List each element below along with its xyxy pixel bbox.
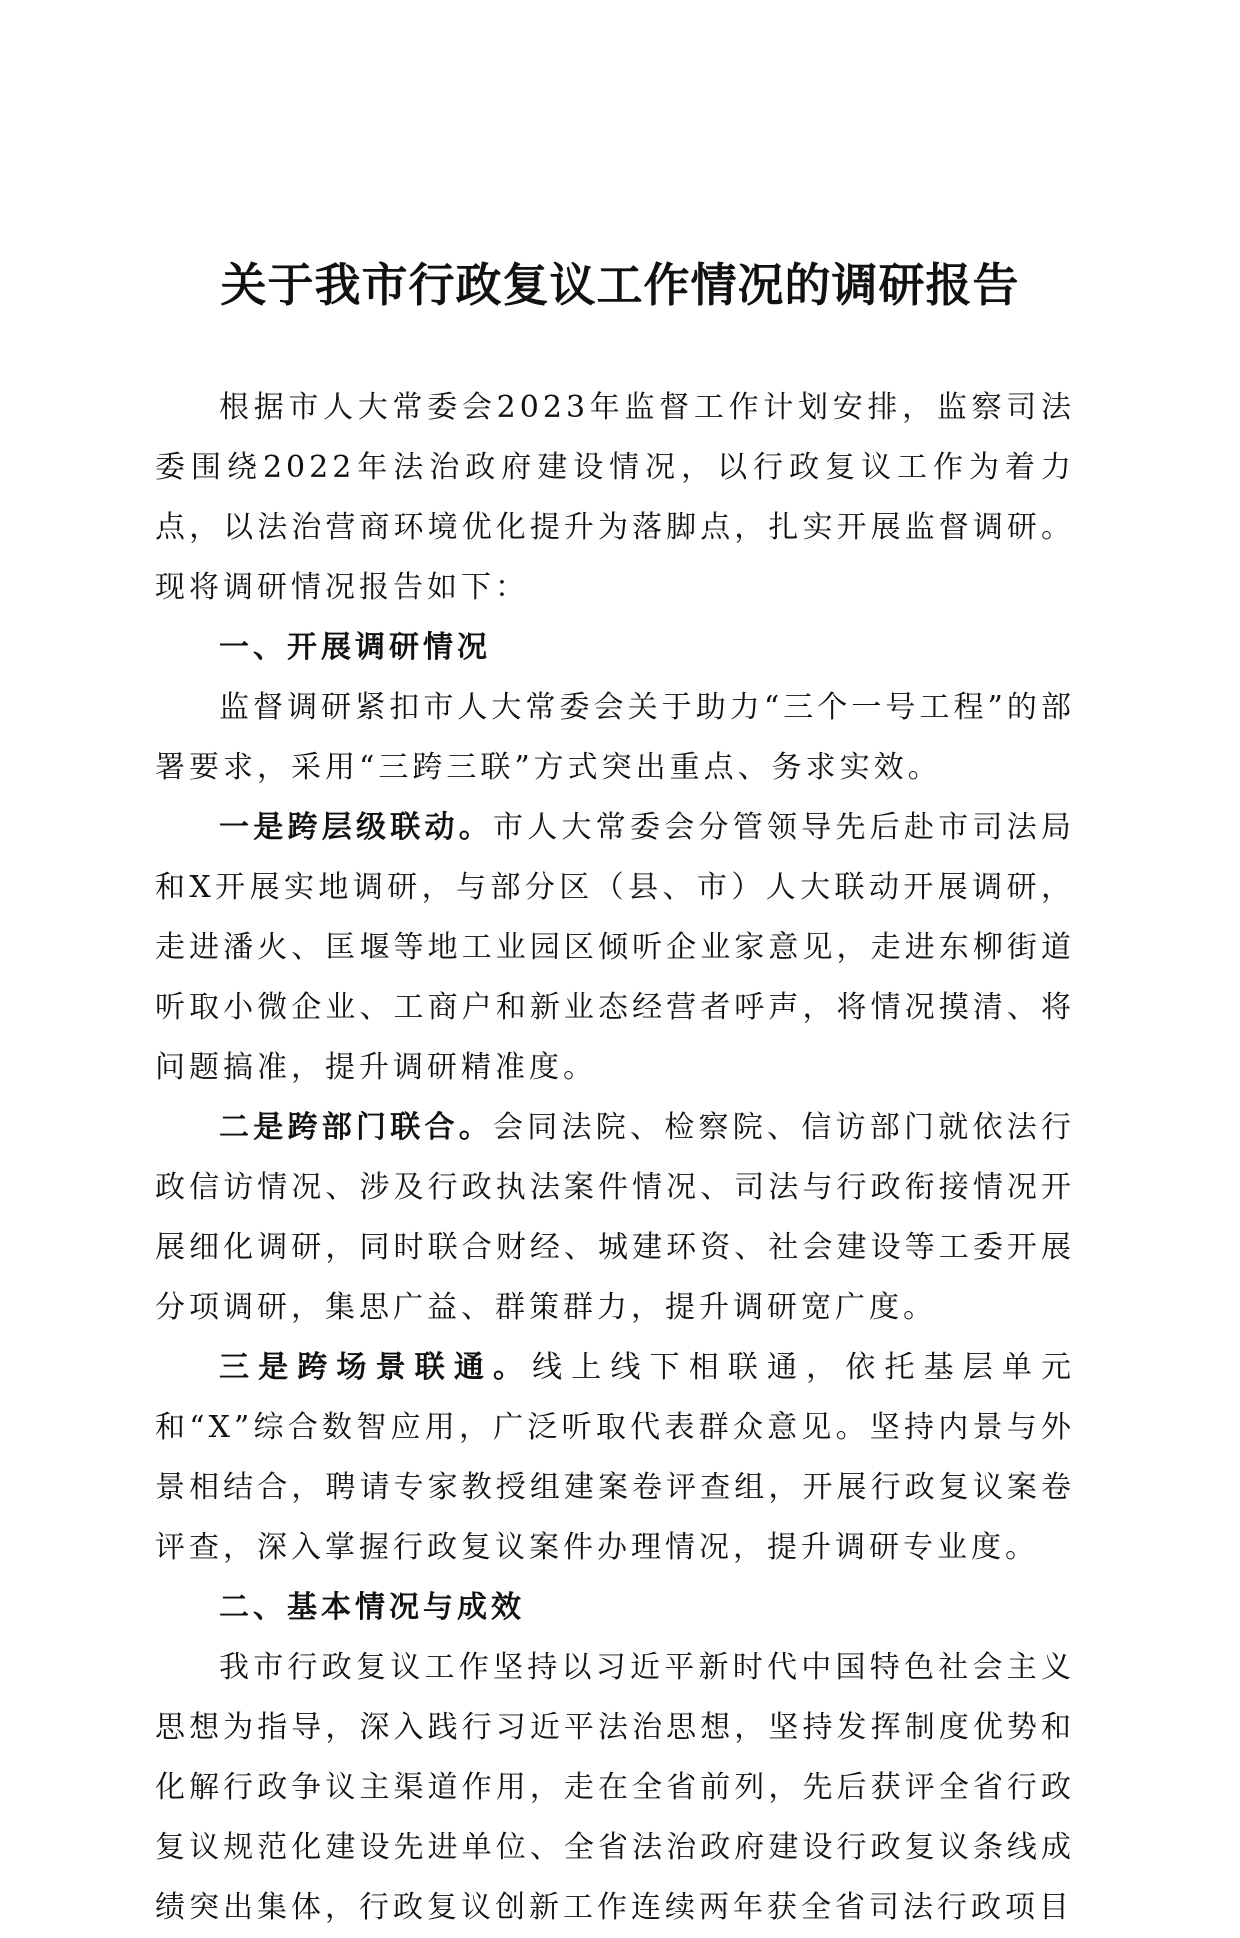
document-title: 关于我市行政复议工作情况的调研报告 <box>220 258 1020 312</box>
item1-lead: 一是跨层级联动。 <box>219 810 493 845</box>
item3-paragraph <box>155 1338 1075 1578</box>
item1-paragraph <box>155 798 1075 1098</box>
item3-lead: 三是跨场景联通。 <box>219 1350 533 1385</box>
section-heading-1: 一、开展调研情况 <box>219 630 491 665</box>
section1-intro-paragraph: 监督调研紧扣市人大常委会关于助力“三个一号工程”的部署要求，采用“三跨三联”方式突出重点、务求实效。 <box>155 690 1075 785</box>
item3-body: 线上线下相联通，依托基层单元和“X”综合数智应用，广泛听取代表群众意见。坚持内景与外景相结合，聘请专家教授组建案卷评查组，开展行政复议案卷评查，深入掌握行政复议案件办理情况，提升调研专业度。 <box>155 1350 1076 1565</box>
item2-lead: 二是跨部门联合。 <box>219 1110 493 1145</box>
item1-body: 市人大常委会分管领导先后赴市司法局和X开展实地调研，与部分区（县、市）人大联动开展调研，走进潘火、匡堰等地工业园区倾听企业家意见，走进东柳街道听取小微企业、工商户和新业态经营者呼声，将情况摸清、将问题搞准，提升调研精准度。 <box>155 810 1075 1085</box>
item2-paragraph <box>155 1098 1075 1338</box>
intro-paragraph: 根据市人大常委会2023年监督工作计划安排，监察司法委围绕2022年法治政府建设情况，以行政复议工作为着力点，以法治营商环境优化提升为落脚点，扎实开展监督调研。现将调研情况报告如下： <box>155 390 1075 605</box>
section2-paragraph: 我市行政复议工作坚持以习近平新时代中国特色社会主义思想为指导，深入践行习近平法治思想，坚持发挥制度优势和化解行政争议主渠道作用，走在全省前列，先后获评全省行政复议规范化建设先进单位、全省法治政府建设行政复议条线成绩突出集体，行政复议创新工作连续两年获全省司法行政项目 <box>155 1650 1075 1925</box>
document-body <box>155 378 1075 1938</box>
item2-body: 会同法院、检察院、信访部门就依法行政信访情况、涉及行政执法案件情况、司法与行政衔接情况开展细化调研，同时联合财经、城建环资、社会建设等工委开展分项调研，集思广益、群策群力，提升调研宽广度。 <box>155 1110 1075 1325</box>
section-heading-2: 二、基本情况与成效 <box>219 1590 525 1625</box>
